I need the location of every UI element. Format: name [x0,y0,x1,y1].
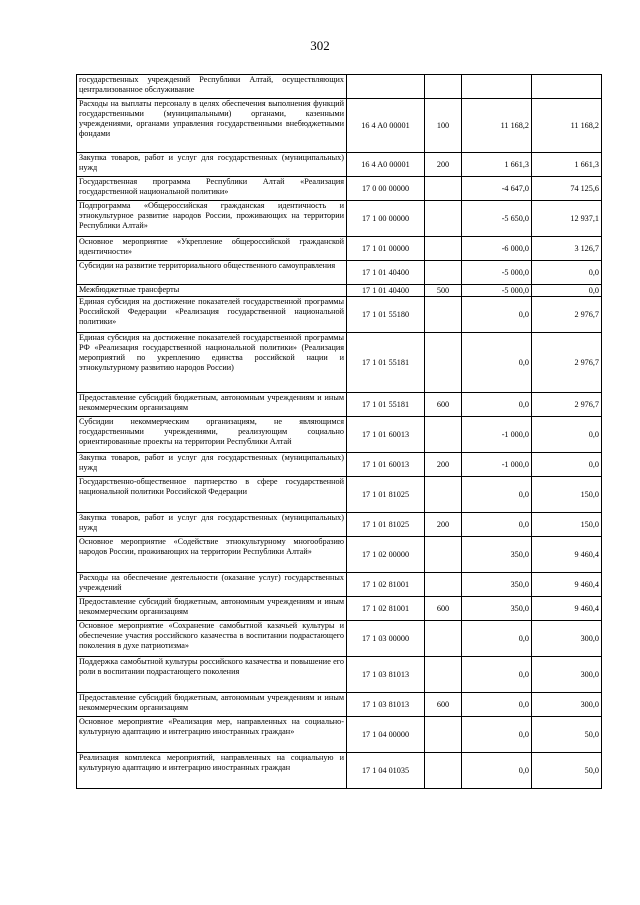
target-article-code: 17 1 03 00000 [347,621,425,657]
expense-name: Государственно-общественное партнерство в сфере государственной национальной политики Российской Федерации [77,477,347,513]
target-article-code: 17 1 01 60013 [347,417,425,453]
expense-type-code [425,657,462,693]
change-amount: 0,0 [462,333,532,393]
total-amount: 9 460,4 [532,573,602,597]
budget-table [76,74,602,789]
target-article-code: 17 1 01 81025 [347,513,425,537]
total-amount: 12 937,1 [532,201,602,237]
change-amount: 0,0 [462,393,532,417]
total-amount: 2 976,7 [532,297,602,333]
expense-type-code [425,753,462,789]
change-amount: -4 647,0 [462,177,532,201]
table-row [77,717,602,753]
target-article-code: 17 1 03 81013 [347,693,425,717]
target-article-code: 17 1 00 00000 [347,201,425,237]
target-article-code: 17 1 04 01035 [347,753,425,789]
expense-name: Основное мероприятие «Содействие этнокультурному многообразию народов России, проживающих на территории Республики Алтай» [77,537,347,573]
expense-type-code [425,621,462,657]
table-row [77,621,602,657]
total-amount: 300,0 [532,621,602,657]
expense-name: Расходы на выплаты персоналу в целях обеспечения выполнения функций государственными (муниципальными) органами, казенными учреждениями, органами управления государственными внебюджетными фондами [77,99,347,153]
total-amount: 2 976,7 [532,393,602,417]
table-row [77,153,602,177]
expense-type-code [425,297,462,333]
change-amount: -6 000,0 [462,237,532,261]
table-row [77,477,602,513]
expense-name: Субсидии некоммерческим организациям, не являющимся государственными учреждениями, реализующим социально ориентированные проекты на территории Республики Алтай [77,417,347,453]
table-row [77,99,602,153]
expense-type-code: 200 [425,153,462,177]
expense-name: Подпрограмма «Общероссийская гражданская идентичность и этнокультурное развитие народов России, проживающих на территории Республики Алтай» [77,201,347,237]
change-amount: -1 000,0 [462,417,532,453]
table-row [77,177,602,201]
change-amount: 350,0 [462,573,532,597]
expense-name: Предоставление субсидий бюджетным, автономным учреждениям и иным некоммерческим организациям [77,597,347,621]
expense-type-code [425,417,462,453]
expense-name: Поддержка самобытной культуры российского казачества и повышение его роли в воспитании подрастающего поколения [77,657,347,693]
total-amount: 1 661,3 [532,153,602,177]
expense-type-code [425,573,462,597]
change-amount: 0,0 [462,477,532,513]
expense-name: Основное мероприятие «Реализация мер, направленных на социально-культурную адаптацию и интеграцию иностранных граждан» [77,717,347,753]
change-amount: -1 000,0 [462,453,532,477]
change-amount [462,75,532,99]
page-number: 302 [310,38,330,53]
expense-type-code [425,237,462,261]
target-article-code: 17 1 01 55181 [347,333,425,393]
expense-type-code [425,177,462,201]
table-row [77,75,602,99]
table-row [77,753,602,789]
target-article-code: 17 0 00 00000 [347,177,425,201]
expense-name: Закупка товаров, работ и услуг для государственных (муниципальных) нужд [77,453,347,477]
expense-name: Основное мероприятие «Сохранение самобытной казачьей культуры и обеспечение участия российского казачества в воспитании подрастающего поколения в духе патриотизма» [77,621,347,657]
table-row [77,261,602,285]
table-row [77,417,602,453]
total-amount: 50,0 [532,717,602,753]
expense-type-code [425,537,462,573]
target-article-code: 16 4 A0 00001 [347,99,425,153]
change-amount: 1 661,3 [462,153,532,177]
change-amount: 0,0 [462,753,532,789]
expense-type-code: 200 [425,453,462,477]
table-row [77,201,602,237]
expense-name: Предоставление субсидий бюджетным, автономным учреждениям и иным некоммерческим организациям [77,693,347,717]
expense-name: Единая субсидия на достижение показателей государственной программы Российской Федерации «Реализация государственной национальной политики» [77,297,347,333]
expense-name: государственных учреждений Республики Алтай, осуществляющих централизованное обслуживание [77,75,347,99]
expense-type-code: 600 [425,393,462,417]
total-amount: 50,0 [532,753,602,789]
total-amount [532,75,602,99]
target-article-code: 17 1 02 81001 [347,573,425,597]
total-amount: 150,0 [532,513,602,537]
expense-type-code [425,261,462,285]
expense-type-code: 500 [425,285,462,297]
expense-name: Государственная программа Республики Алтай «Реализация государственной национальной политики» [77,177,347,201]
total-amount: 11 168,2 [532,99,602,153]
change-amount: 350,0 [462,597,532,621]
target-article-code: 17 1 01 40400 [347,261,425,285]
expense-name: Предоставление субсидий бюджетным, автономным учреждениям и иным некоммерческим организациям [77,393,347,417]
total-amount: 0,0 [532,285,602,297]
change-amount: 0,0 [462,513,532,537]
table-row [77,597,602,621]
table-row [77,657,602,693]
change-amount: 0,0 [462,657,532,693]
total-amount: 300,0 [532,657,602,693]
table-row [77,537,602,573]
change-amount: -5 000,0 [462,285,532,297]
total-amount: 3 126,7 [532,237,602,261]
target-article-code: 17 1 01 81025 [347,477,425,513]
table-row [77,573,602,597]
table-row [77,393,602,417]
expense-name: Реализация комплекса мероприятий, направленных на социальную и культурную адаптацию и интеграцию иностранных граждан [77,753,347,789]
budget-table-body [77,75,602,789]
total-amount: 0,0 [532,417,602,453]
total-amount: 0,0 [532,453,602,477]
change-amount: 0,0 [462,717,532,753]
change-amount: 0,0 [462,297,532,333]
total-amount: 74 125,6 [532,177,602,201]
expense-name: Закупка товаров, работ и услуг для государственных (муниципальных) нужд [77,513,347,537]
target-article-code: 16 4 A0 00001 [347,153,425,177]
expense-name: Единая субсидия на достижение показателей государственной программы РФ «Реализация государственной национальной политики» (Реализация мероприятий по укреплению единства российской нации и этнокультурному развитию народов России) [77,333,347,393]
expense-name: Расходы на обеспечение деятельности (оказание услуг) государственных учреждений [77,573,347,597]
total-amount: 150,0 [532,477,602,513]
change-amount: 11 168,2 [462,99,532,153]
expense-name: Межбюджетные трансферты [77,285,347,297]
expense-name: Закупка товаров, работ и услуг для государственных (муниципальных) нужд [77,153,347,177]
target-article-code: 17 1 01 40400 [347,285,425,297]
change-amount: -5 000,0 [462,261,532,285]
change-amount: 0,0 [462,693,532,717]
target-article-code: 17 1 01 00000 [347,237,425,261]
target-article-code: 17 1 02 81001 [347,597,425,621]
expense-type-code: 600 [425,597,462,621]
expense-type-code [425,477,462,513]
total-amount: 9 460,4 [532,537,602,573]
expense-type-code [425,201,462,237]
total-amount: 2 976,7 [532,333,602,393]
target-article-code: 17 1 01 60013 [347,453,425,477]
expense-type-code: 100 [425,99,462,153]
table-row [77,693,602,717]
change-amount: 0,0 [462,621,532,657]
table-row [77,297,602,333]
target-article-code [347,75,425,99]
expense-type-code [425,75,462,99]
change-amount: -5 650,0 [462,201,532,237]
total-amount: 0,0 [532,261,602,285]
table-row [77,237,602,261]
total-amount: 300,0 [532,693,602,717]
total-amount: 9 460,4 [532,597,602,621]
target-article-code: 17 1 01 55180 [347,297,425,333]
table-row [77,453,602,477]
expense-name: Субсидии на развитие территориального общественного самоуправления [77,261,347,285]
expense-type-code [425,717,462,753]
table-row [77,285,602,297]
expense-type-code [425,333,462,393]
target-article-code: 17 1 04 00000 [347,717,425,753]
change-amount: 350,0 [462,537,532,573]
table-row [77,333,602,393]
expense-type-code: 600 [425,693,462,717]
table-row [77,513,602,537]
target-article-code: 17 1 01 55181 [347,393,425,417]
expense-name: Основное мероприятие «Укрепление общероссийской гражданской идентичности» [77,237,347,261]
target-article-code: 17 1 03 81013 [347,657,425,693]
expense-type-code: 200 [425,513,462,537]
target-article-code: 17 1 02 00000 [347,537,425,573]
